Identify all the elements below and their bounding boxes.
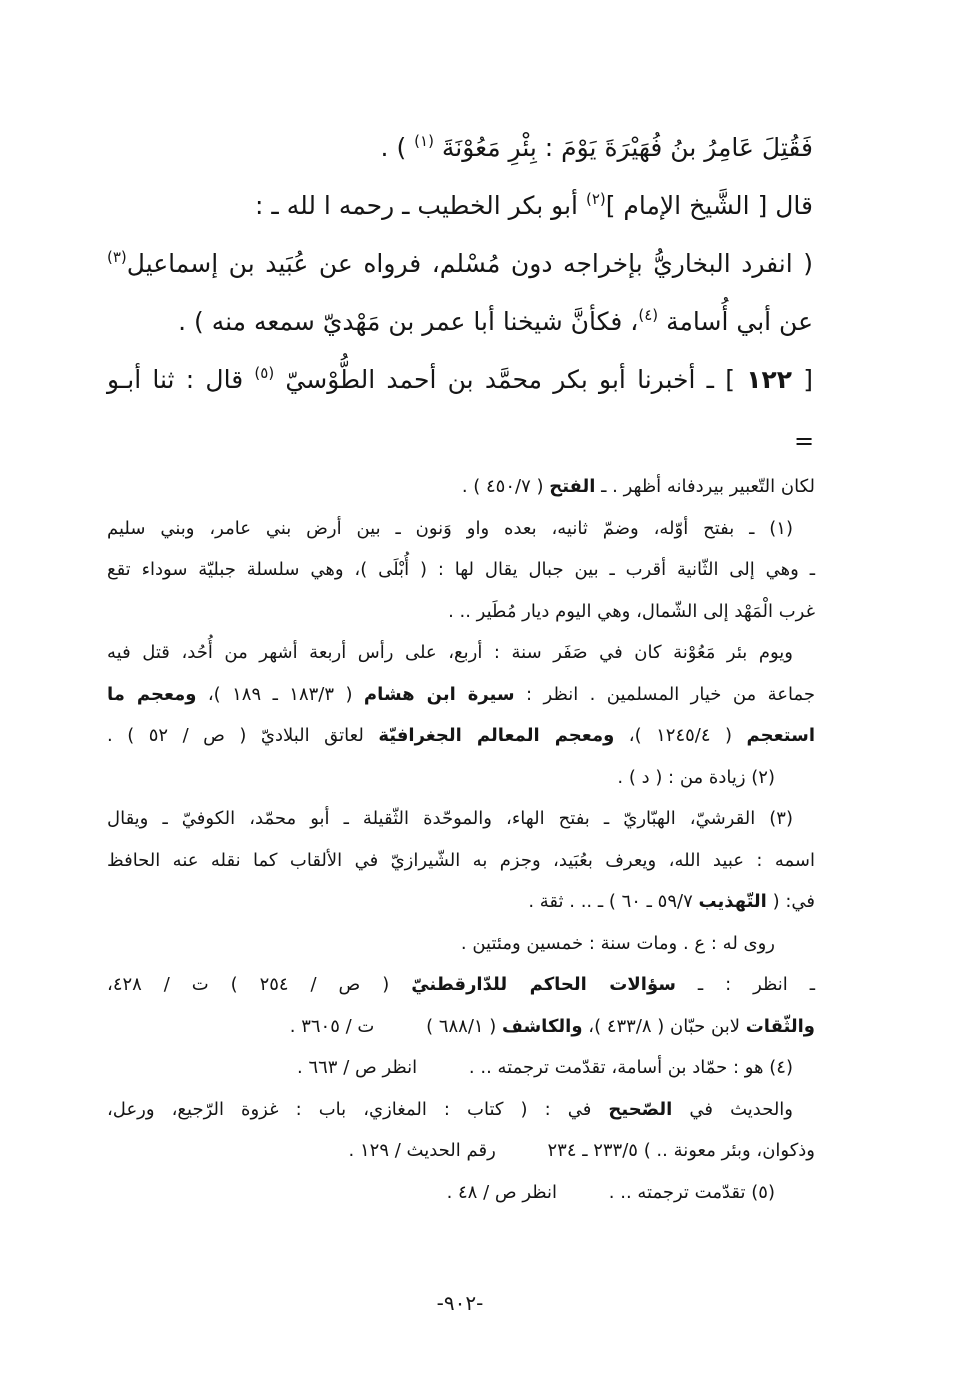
source-title: استعجم [746,725,815,746]
text-segment: وذكوان، وبئر معونة .. ) ٢٣٣/٥ ـ ٢٣٤ [547,1140,815,1161]
text-segment: ( ص / ٢٥٤ ) [208,974,412,995]
text-segment: عن أبي أُسامة [658,307,813,336]
source-title: ومعجم المعالم الجغرافيّة [378,725,615,746]
text-segment: ] ـ أخبرنا أبو بكر محمَّد بن أحمد الطُّوْسيّ [274,365,747,394]
footnote-line [107,508,815,550]
text-segment: (١) ـ بفتح أوّله، وضمّ ثانيه، بعده واو وَنون ـ بين أرض بني عامر، وبني سليم [107,517,793,539]
text-segment: قال : ثنا أبـو [107,365,255,394]
text-segment: لكان التّعبير بيردفانه أظهر . ـ [595,476,815,497]
source-title: سؤالات الحاكم للدّارقطنيّ [411,974,676,995]
text-segment: جماعة من خيار المسلمين . انظر : [514,683,815,705]
text-segment: انظر ص / ٦٦٣ . [297,1057,423,1078]
main-line [107,351,813,409]
footnote-ref: (٤) [638,306,659,324]
source-title: سيرة ابن هشام [363,683,515,705]
source-title: والثّقات [745,1015,815,1037]
footnote-ref: (١) [414,132,434,150]
text-segment: (٤) هو : حمّاد بن أسامة، تقدّمت ترجمته .. . [468,1057,793,1078]
footnote-ref: (٣) [107,248,127,266]
text-segment: ( ١٢٤٥/٤ )، [614,725,747,746]
footnote-line [107,632,815,674]
text-segment: والحديث في [672,1098,793,1120]
main-line [107,119,813,177]
footnote-line [107,466,815,508]
source-title: ومعجم ما [107,683,197,705]
footnote-line [107,1130,815,1172]
footnote-ref: (٥) [254,364,275,382]
footnote-line [107,757,815,799]
main-line [107,293,813,351]
main-line [107,235,813,293]
footnote-line [107,1089,815,1131]
text-segment: ت / ٣٦٠٥ . [289,1015,381,1037]
footnote-line [107,1172,815,1214]
text-segment: [ [792,365,813,394]
text-segment: أبو بكر الخطيب ـ رحمه ا لله ـ : [255,191,586,220]
text-segment: رقم الحديث / ١٢٩ . [348,1140,502,1161]
page-number: -٩٠٢- [436,1291,484,1315]
text-segment: ، فكأنَّ شيخنا أبا عمر بن مَهْديّ سمعه منه ) . [178,307,639,336]
text-segment: (٣) القرشيّ، الهبّاريّ ـ بفتح الهاء، والموحّدة الثّقيلة ـ أبو محمّد، الكوفيّ ـ ويقال [107,808,793,829]
text-segment: ـ وهي إلى الثّانية أقرب ـ بين جبال يقال لها : ( أُبْلَى )، وهي سلسلة جبليّة سوداء تقع [107,559,815,580]
footnotes [107,466,815,1213]
text-segment: لابن حبّان ( ٤٣٣/٨ )، [582,1015,746,1037]
text-segment: ٥٩/٧ ـ ٦٠ ) ـ .. . ثقة . [528,891,699,912]
text-segment: غرب الْمَهْد إلى الشّمال، وهي اليوم ديار مُطَير .. . [448,600,815,622]
text-segment: ( ٦٨٨/١ ) [426,1015,503,1037]
text-segment: لعاتق البلاديّ ( ص / ٥٢ ) . [107,725,379,746]
footnote-line [107,1006,815,1048]
footnote-line [107,798,815,840]
footnote-line [107,549,815,591]
text-segment: انظر ص / ٤٨ . [446,1181,563,1203]
footnote-line [107,923,815,965]
text-segment: ـ انظر : ـ [675,974,815,995]
footnote-line [107,715,815,757]
text-segment: ( ١٨٣/٣ ـ ١٨٩ )، [196,683,364,705]
footnote-line [107,840,815,882]
text-segment: اسمه : عبيد الله، ويعرف بعُبَيد، وجزم به الشّيرازيّ في الألقاب كما نقله عنه الحافظ [107,849,815,871]
source-title: التّهذيب [698,891,767,912]
footnote-line [107,674,815,716]
text-segment: (٥) تقدّمت ترجمته .. . [608,1181,775,1203]
text-segment: ت / ٤٢٨، [107,974,209,995]
main-text [107,119,813,409]
text-segment: فَقُتِلَ عَامِرُ بنُ فُهَيْرَةَ يَوْمَ : بِئْرِ مَعُوْنَةَ [433,133,813,162]
footnote-line [107,591,815,633]
text-segment: قال [ الشَّيخ الإمام ] [605,191,813,220]
text-segment: ويوم بئر مَعُوْنة كان في صَفَر سنة : أربع، على رأس أربعة أشهر من أُحُد، قتل فيه [107,642,793,663]
main-line [107,177,813,235]
text-segment: (٢) زيادة من : ( د ) . [617,766,775,788]
footnote-line [107,964,815,1006]
text-segment: في : ( كتاب : المغازي، باب : غزوة الرّجيع، ورعل، [107,1098,609,1120]
source-title: الفتح [549,476,596,497]
text-segment: ( ٤٥٠/٧ ) . [461,476,550,497]
text-segment: روى له : ع . ومات سنة : خمسين ومئتين . [460,932,775,954]
source-title: والكاشف [502,1015,583,1037]
source-title: الصّحيح [608,1098,673,1120]
footnote-line [107,881,815,923]
continuation-mark: = [794,427,815,455]
text-segment: ) . [380,133,415,162]
text-segment: ( انفرد البخاريُّ بإخراجه دون مُسْلم، فرواه عن عُبَيد بن إسماعيل [126,249,813,278]
footnote-ref: (٢) [585,190,606,208]
hadith-number: ١٢٢ [746,365,792,394]
text-segment: في: ( [766,891,815,912]
footnote-line [107,1047,815,1089]
